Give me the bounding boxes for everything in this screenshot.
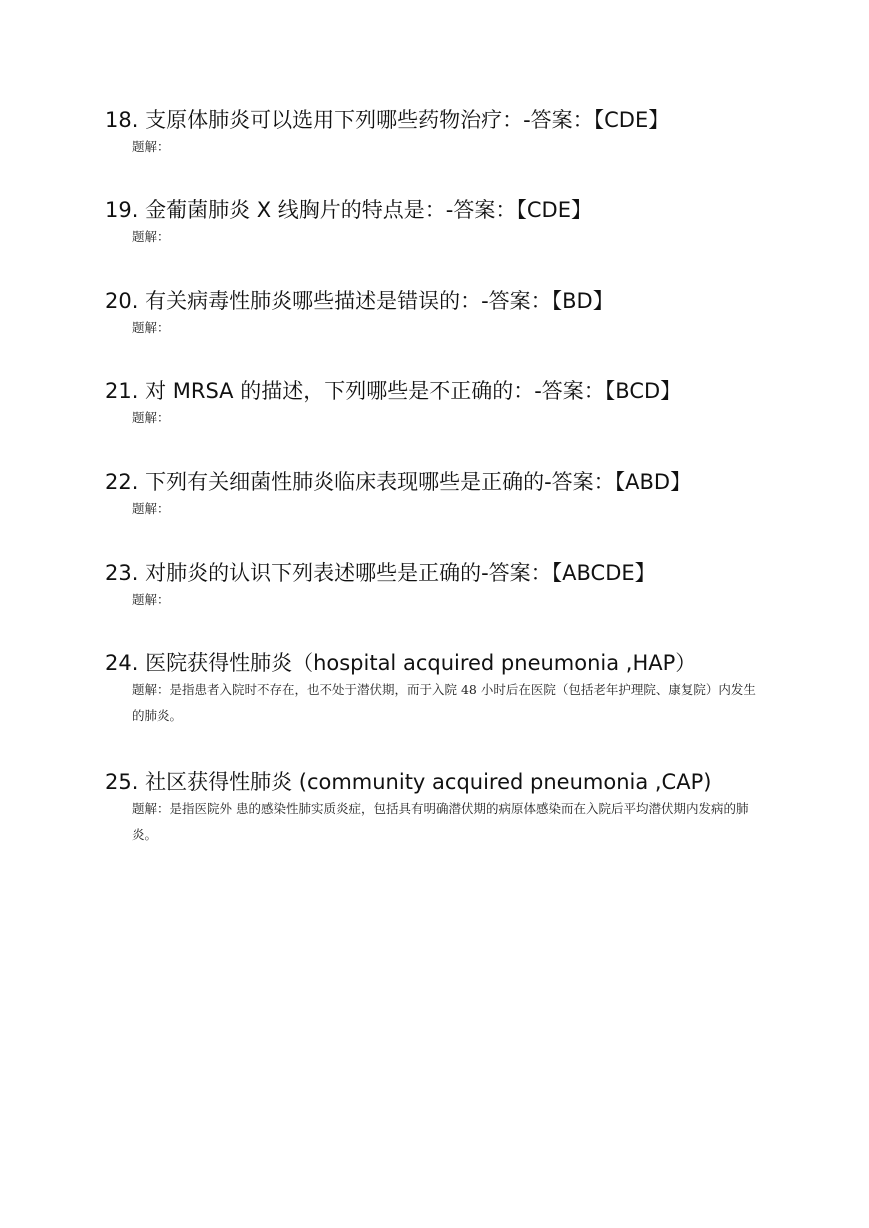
question-text: 22. 下列有关细菌性肺炎临床表现哪些是正确的-答案：【ABD】 bbox=[105, 470, 692, 494]
question-text: 21. 对 MRSA 的描述，下列哪些是不正确的：-答案：【BCD】 bbox=[105, 379, 682, 403]
explanation-text: 题解： bbox=[132, 139, 170, 154]
question-text: 19. 金葡菌肺炎 X 线胸片的特点是：-答案：【CDE】 bbox=[105, 198, 592, 222]
question-text: 24. 医院获得性肺炎（hospital acquired pneumonia ,HAP） bbox=[105, 651, 697, 675]
question-item bbox=[105, 106, 805, 160]
question-item bbox=[105, 649, 805, 729]
question-text: 25. 社区获得性肺炎 (community acquired pneumonia ,CAP) bbox=[105, 770, 712, 794]
question-item bbox=[105, 196, 805, 250]
question-item bbox=[105, 287, 805, 341]
explanation-text: 题解： bbox=[132, 501, 170, 516]
question-item bbox=[105, 377, 805, 431]
question-text: 20. 有关病毒性肺炎哪些描述是错误的：-答案：【BD】 bbox=[105, 289, 614, 313]
explanation-text: 题解：是指患者入院时不存在，也不处于潜伏期，而于入院 48 小时后在医院（包括老年护理院、康复院）内发生的肺炎。 bbox=[132, 682, 756, 723]
question-item bbox=[105, 559, 805, 613]
question-item bbox=[105, 468, 805, 522]
question-text: 23. 对肺炎的认识下列表述哪些是正确的-答案：【ABCDE】 bbox=[105, 561, 656, 585]
question-text: 18. 支原体肺炎可以选用下列哪些药物治疗：-答案：【CDE】 bbox=[105, 108, 670, 132]
explanation-text: 题解： bbox=[132, 320, 170, 335]
explanation-text: 题解： bbox=[132, 410, 170, 425]
question-item bbox=[105, 768, 805, 848]
explanation-text: 题解： bbox=[132, 592, 170, 607]
explanation-text: 题解： bbox=[132, 229, 170, 244]
explanation-text: 题解：是指医院外 患的感染性肺实质炎症，包括具有明确潜伏期的病原体感染而在入院后平均潜伏期内发病的肺炎。 bbox=[132, 801, 749, 842]
